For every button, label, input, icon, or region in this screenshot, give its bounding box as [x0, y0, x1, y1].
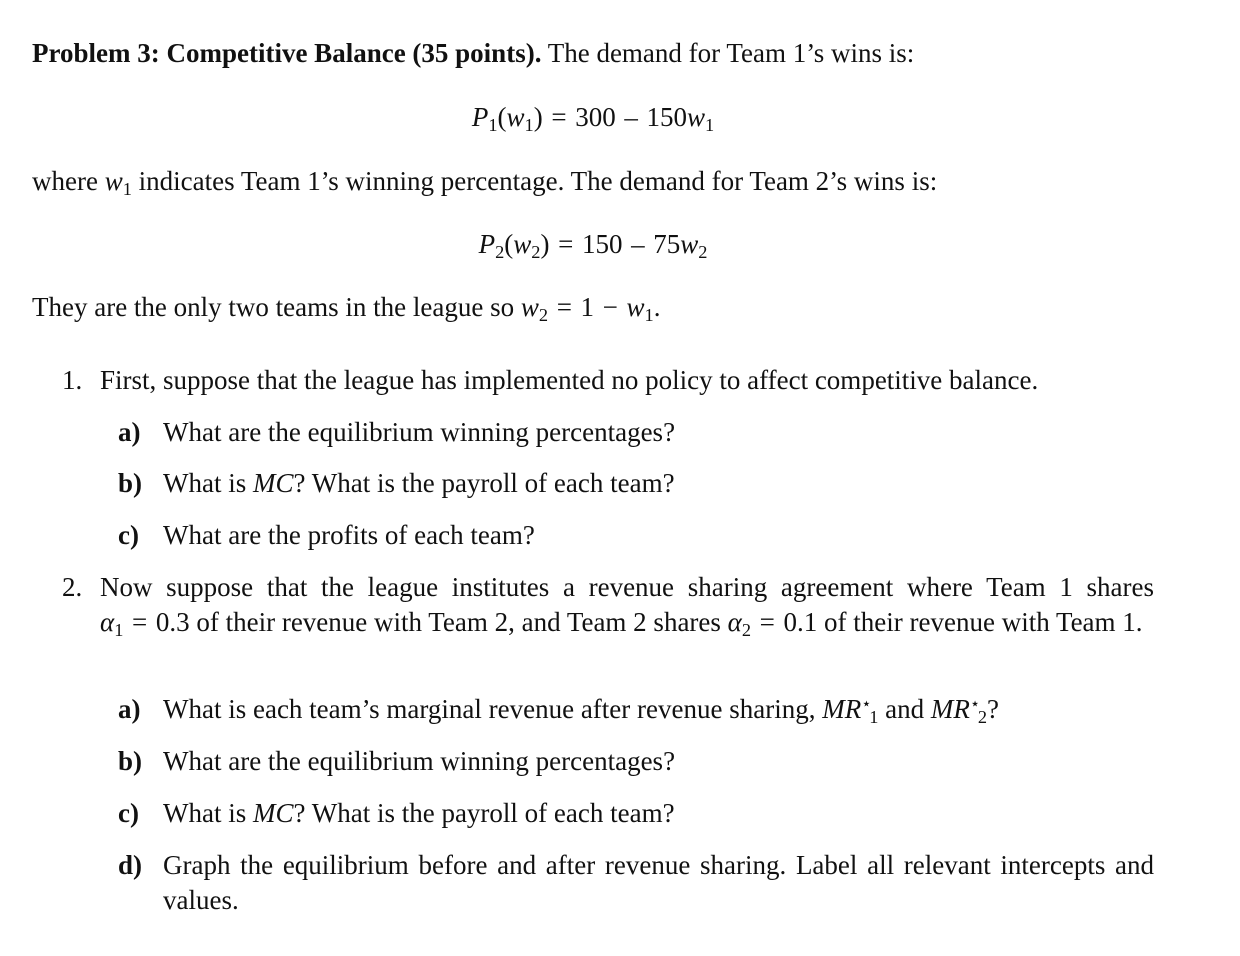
part-label: a): [118, 417, 141, 447]
part-text: Graph the equilibrium before and after revenue sharing. Label all relevant intercepts and values.: [163, 850, 1154, 915]
part-text: What is each team’s marginal revenue after revenue sharing, $MR^⋆_1$ and $MR^⋆_2$?: [163, 693, 999, 728]
league-constraint-sentence: They are the only two teams in the league so $w_2 = 1 - w_1$.: [32, 292, 661, 326]
problem-heading: [32, 36, 914, 71]
part-text: What is MC? What is the payroll of each team?: [163, 468, 675, 498]
where-sentence: where $w_1$ indicates Team 1’s winning percentage. The demand for Team 2’s wins is:: [32, 166, 938, 200]
part-text: What are the equilibrium winning percentages?: [163, 746, 676, 776]
problem-title: Problem 3: Competitive Balance (35 points).: [32, 38, 542, 68]
equation-demand-team2: $P_2(w_2) = 150 - 75w_2$: [478, 229, 708, 263]
part-label: b): [118, 468, 143, 498]
part-text: What is MC? What is the payroll of each team?: [163, 798, 675, 828]
part-label: c): [118, 520, 139, 550]
part-label: a): [118, 694, 141, 724]
equation-demand-team1: $P_1(w_1) = 300 - 150w_1$: [471, 102, 715, 136]
question-text: Now suppose that the league institutes a revenue sharing agreement where Team 1 shares $\alpha_1 = 0.3$ of their revenue with Team 2, and Team 2 shares $\alpha_2 = 0.1$ of their revenue with Team 1.: [100, 572, 1154, 641]
part-label: b): [118, 746, 143, 776]
part-label: c): [118, 798, 139, 828]
question-text: First, suppose that the league has implemented no policy to affect competitive balance.: [100, 365, 1039, 395]
part-text: What are the profits of each team?: [163, 520, 535, 550]
part-label: d): [118, 850, 143, 880]
problem-intro: The demand for Team 1’s wins is:: [547, 38, 915, 68]
part-text: What are the equilibrium winning percentages?: [163, 417, 676, 447]
question-number: 1.: [62, 365, 83, 395]
question-number: 2.: [62, 572, 83, 602]
